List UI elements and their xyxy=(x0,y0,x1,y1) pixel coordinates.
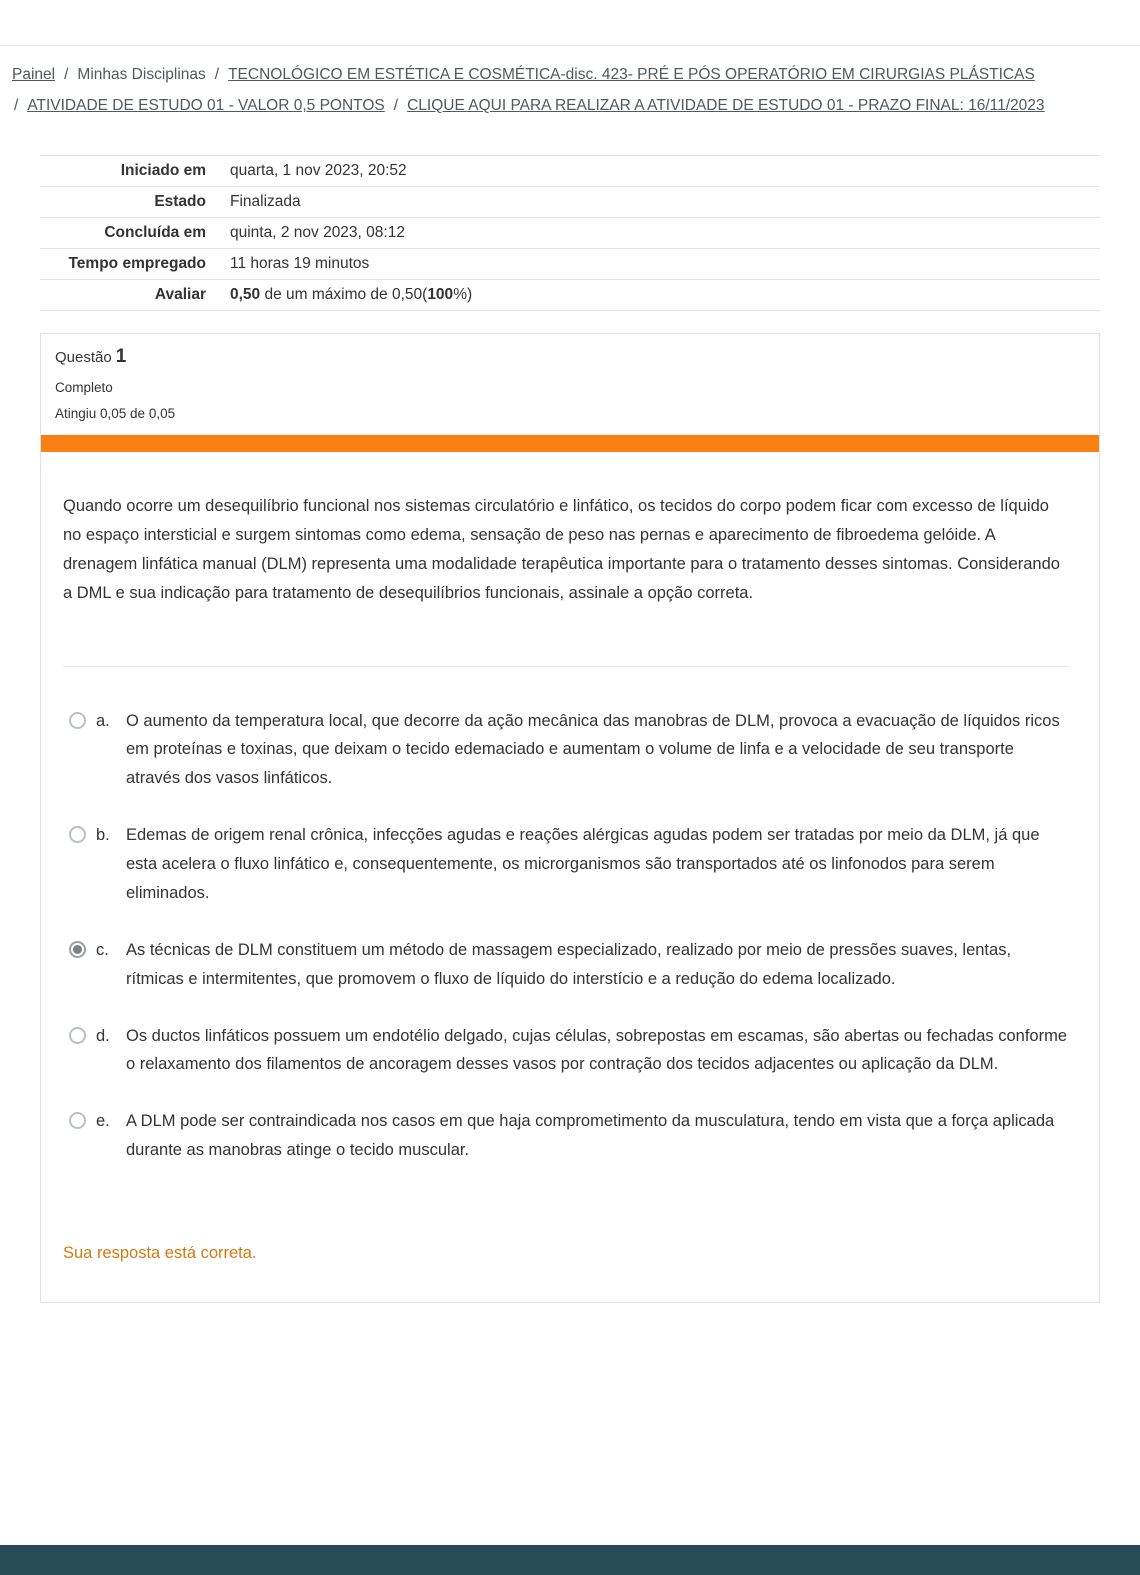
question-label: Questão xyxy=(55,349,112,366)
option-radio[interactable] xyxy=(69,826,86,843)
attempt-summary xyxy=(40,155,1100,311)
question-divider xyxy=(63,666,1069,667)
option-text: O aumento da temperatura local, que decorre da ação mecânica das manobras de DLM, provoca a evacuação de líquidos ricos em proteínas e toxinas, que deixam o tecido edemaciado e aumentam o volume de linfa e a velocidade de seu transporte através dos vasos linfáticos. xyxy=(126,711,1060,788)
breadcrumb-item-minhas-disciplinas: Minhas Disciplinas xyxy=(77,66,206,83)
option-letter: c. xyxy=(96,940,109,959)
answer-feedback: Sua resposta está correta. xyxy=(63,1244,257,1262)
option-radio[interactable] xyxy=(69,941,86,958)
grade-text: de um máximo de 0,50( xyxy=(260,286,428,303)
footer-bar xyxy=(0,1545,1140,1575)
question-content xyxy=(41,452,1099,1302)
summary-value: 11 horas 19 minutos xyxy=(218,249,1100,280)
summary-label: Tempo empregado xyxy=(40,249,218,280)
summary-value xyxy=(218,280,1100,311)
question-block xyxy=(40,333,1100,1303)
breadcrumb-separator: / xyxy=(14,97,19,114)
option-letter: b. xyxy=(96,826,110,845)
breadcrumb-separator: / xyxy=(64,66,69,83)
summary-row-started xyxy=(40,156,1100,187)
summary-label: Estado xyxy=(40,187,218,218)
option-radio[interactable] xyxy=(69,1027,86,1044)
question-option xyxy=(63,707,1069,794)
question-status: Completo xyxy=(55,380,113,395)
option-text: As técnicas de DLM constituem um método de massagem especializado, realizado por meio de pressões suaves, lentas, rítmicas e intermitentes, que promovem o fluxo de líquido do interstício e a redução do edema localizado. xyxy=(126,940,1012,988)
question-option xyxy=(63,821,1069,908)
question-number-value: 1 xyxy=(115,346,127,367)
summary-value: quinta, 2 nov 2023, 08:12 xyxy=(218,218,1100,249)
question-option xyxy=(63,936,1069,994)
option-text: A DLM pode ser contraindicada nos casos em que haja comprometimento da musculatura, tendo em vista que a força aplicada durante as manobras atinge o tecido muscular. xyxy=(126,1112,1055,1160)
option-text: Edemas de origem renal crônica, infecções agudas e reações alérgicas agudas podem ser tratadas por meio da DLM, já que esta acelera o fluxo linfático e, consequentemente, os microrganismos são transportados até os linfonodos para serem eliminados. xyxy=(126,826,1040,902)
question-option xyxy=(63,1022,1069,1080)
summary-value: quarta, 1 nov 2023, 20:52 xyxy=(218,156,1100,187)
option-radio[interactable] xyxy=(69,1112,86,1129)
question-points: Atingiu 0,05 de 0,05 xyxy=(55,406,176,421)
question-accent-bar xyxy=(41,435,1099,452)
summary-row-completed xyxy=(40,218,1100,249)
breadcrumb-link-course[interactable]: TECNOLÓGICO EM ESTÉTICA E COSMÉTICA-disc. 423- PRÉ E PÓS OPERATÓRIO EM CIRURGIAS PLÁSTICAS xyxy=(228,66,1035,83)
option-radio[interactable] xyxy=(69,712,86,729)
breadcrumb-link-activity[interactable]: ATIVIDADE DE ESTUDO 01 - VALOR 0,5 PONTOS xyxy=(27,97,385,114)
breadcrumb-link-quiz[interactable]: CLIQUE AQUI PARA REALIZAR A ATIVIDADE DE ESTUDO 01 - PRAZO FINAL: 16/11/2023 xyxy=(407,97,1045,114)
summary-label: Concluída em xyxy=(40,218,218,249)
answer-options xyxy=(63,707,1069,1166)
top-navbar-edge xyxy=(0,0,1140,46)
breadcrumb-separator: / xyxy=(393,97,399,114)
option-text: Os ductos linfáticos possuem um endotélio delgado, cujas células, sobrepostas em escamas, são abertas ou fechadas conforme o relaxamento dos filamentos de ancoragem desses vasos por contração dos tecidos adjacentes ou aplicação da DLM. xyxy=(126,1026,1068,1074)
breadcrumb-line-1 xyxy=(12,59,1128,90)
option-letter: d. xyxy=(96,1026,110,1045)
grade-text-end: %) xyxy=(453,286,473,303)
summary-row-grade xyxy=(40,280,1100,311)
summary-label: Avaliar xyxy=(40,280,218,311)
breadcrumb xyxy=(0,46,1140,129)
grade-percent: 100 xyxy=(427,286,454,303)
question-info xyxy=(41,334,1099,435)
option-letter: a. xyxy=(96,711,110,730)
summary-row-time-taken xyxy=(40,249,1100,280)
summary-value: Finalizada xyxy=(218,187,1100,218)
question-text: Quando ocorre um desequilíbrio funcional nos sistemas circulatório e linfático, os tecidos do corpo podem ficar com excesso de líquido no espaço intersticial e surgem sintomas como edema, sensação de peso nas pernas e aparecimento de fibroedema gelóide. A drenagem linfática manual (DLM) representa uma modalidade terapêutica importante para o tratamento desses sintomas. Considerando a DML e sua indicação para tratamento de desequilíbrios funcionais, assinale a opção correta. xyxy=(63,497,1060,602)
grade-value: 0,50 xyxy=(230,286,261,303)
breadcrumb-link-painel[interactable]: Painel xyxy=(12,66,56,83)
summary-row-state xyxy=(40,187,1100,218)
breadcrumb-line-2 xyxy=(12,90,1128,121)
breadcrumb-separator: / xyxy=(214,66,220,83)
question-number xyxy=(55,346,1083,368)
question-option xyxy=(63,1107,1069,1165)
option-letter: e. xyxy=(96,1112,110,1131)
summary-label: Iniciado em xyxy=(40,156,218,187)
